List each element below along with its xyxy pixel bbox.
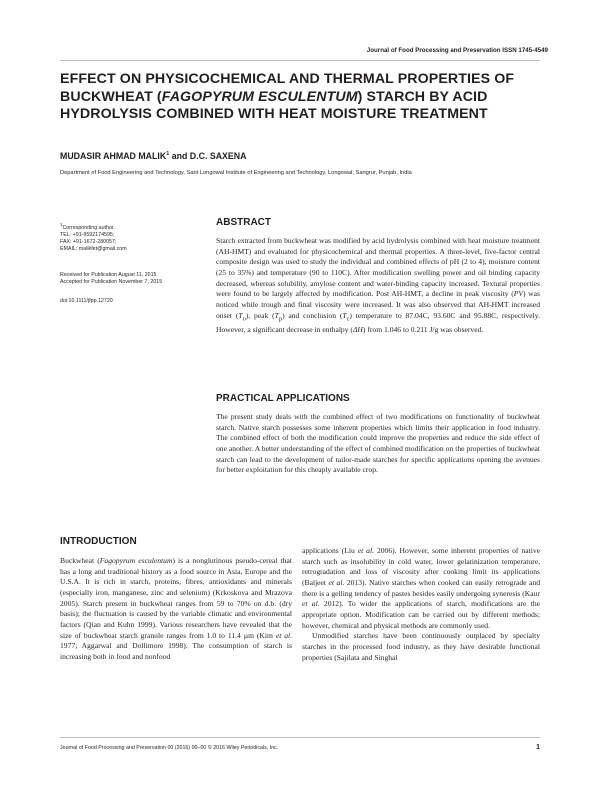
title-species: FAGOPYRUM ESCULENTUM bbox=[161, 88, 358, 105]
introduction-heading: INTRODUCTION bbox=[60, 536, 137, 547]
footer-divider bbox=[60, 737, 540, 738]
intro-column-2 bbox=[302, 546, 540, 663]
page-number: 1 bbox=[536, 744, 540, 751]
journal-header: Journal of Food Processing and Preservation ISSN 1745-4549 bbox=[366, 47, 548, 54]
author-list bbox=[60, 151, 247, 161]
corr-mark: 1 bbox=[60, 222, 63, 227]
contact-email: EMAIL: malikfet@gmail.com bbox=[60, 246, 127, 253]
author-corr-mark: 1 bbox=[166, 151, 170, 158]
abstract-heading: ABSTRACT bbox=[216, 217, 271, 228]
title-part-2: ) STARCH BY ACID HYDROLYSIS COMBINED WITH HEAT MOISTURE TREATMENT bbox=[60, 88, 488, 123]
intro-column-1 bbox=[60, 556, 292, 663]
intro-paragraph-2: Unmodified starches have been continuously outplaced by specialty starches in the processed food industry, as they have desirable functional properties (Sajilata and Singhal bbox=[302, 631, 540, 662]
article-title bbox=[60, 71, 530, 124]
practical-applications-heading: PRACTICAL APPLICATIONS bbox=[216, 393, 350, 404]
received-date: Received for Publication August 11, 2015 bbox=[60, 272, 157, 278]
publication-dates bbox=[60, 272, 162, 286]
author-first: MUDASIR AHMAD MALIK bbox=[60, 151, 167, 161]
corresponding-author-block bbox=[60, 221, 127, 254]
title-part-1: EFFECT ON PHYSICOCHEMICAL AND THERMAL PROPERTIES OF BUCKWHEAT ( bbox=[60, 71, 515, 105]
intro-paragraph-1: Buckwheat (Fagopyrum esculentum) is a nonglutinous pseudo-cereal that has a long and traditional history as a food source in Asia, Europe and the U.S.A. It is rich in starch, proteins, fibres, antioxidants and minerals (especially iron, manganese, zinc and selenium) (Krkoskova and Mrazova 2005). Starch present in buckwheat ranges from 59 to 70% on d.b. (dry basis); the fluctuation is caused by the variable climatic and environmental factors (Qian and Kuhn 1999). Various researchers have revealed that the size of buckwheat starch granule ranges from 1.0 to 11.4 µm (Kim et al. 1977; Aggarwal and Dollimore 1998). The consumption of starch is increasing both in food and nonfood bbox=[60, 556, 292, 661]
header-divider bbox=[60, 60, 540, 61]
author-rest: and D.C. SAXENA bbox=[169, 151, 247, 161]
contact-fax: FAX: +91-1672-280057; bbox=[60, 239, 117, 246]
intro-paragraph-1-cont: applications (Liu et al. 2006). However, some inherent properties of native starch such as insolubility in cold water, lower gelatinization temperature, retrogradation and loss of viscosity after cooking limit its applications (Baljeet et al. 2013). Native starches when cooked can easily retrograde and there is a gelling tendency of pastes besides easily undergoing syneresis (Kaur et al. 2012). To wider the applications of starch, modifications are the appropriate option. Modification can be carried out by different methods; however, chemical and physical methods are commonly used. bbox=[302, 546, 541, 630]
practical-applications-text: The present study deals with the combined effect of two modifications on functionality of buckwheat starch. Native starch possesses some inherent properties which limits their application in food industry. The combined effect of both the modification could improve the properties and reduce the side effect of one another. A better understanding of the effect of combined modification on the properties of buckwheat starch can lead to the development of tailor-made starches for specific applications opening the avenues for better exploitation for this cheaply available crop. bbox=[216, 412, 540, 475]
corr-label-line bbox=[60, 221, 127, 232]
doi: doi:10.1111/jfpp.12720 bbox=[60, 298, 113, 304]
footer-citation: Journal of Food Processing and Preservation 00 (2016) 00–00 © 2016 Wiley Periodicals, Inc. bbox=[60, 745, 279, 751]
corr-label: Corresponding author. bbox=[62, 224, 115, 231]
abstract-text: Starch extracted from buckwheat was modified by acid hydrolysis combined with heat moisture treatment (AH-HMT) and evaluated for physicochemical and thermal properties. A three-level, five-factor central composite design was used to study the individual and combined effects of pH (2 to 4), moisture content (25 to 35%) and temperature (90 to 110C). After modification swelling power and oil binding capacity decreased, whereas solubility, amylose content and water-binding capacity increased. Textural properties were found to be largely affected by modification. Post AH-HMT, a decline in peak viscosity (PV) was noticed while trough and final viscosity were increased. It was also observed that AH-HMT increased onset $(T_o)$, peak $(T_p)$ and conclusion $(T_c)$ temperature to 87.04C, 93.60C and 95.88C, respectively. However, a significant decrease in enthalpy (ΔH) from 1.046 to 0.211 J/g was observed. bbox=[216, 236, 540, 334]
accepted-date: Accepted for Publication November 7, 2015 bbox=[60, 279, 163, 286]
contact-tel: TEL: +91-9592174595; bbox=[60, 231, 115, 238]
author-affiliation: Department of Food Engineering and Technology, Sant Longowal Institute of Engineering and Technology, Longowal, Sangrur, Punjab, India bbox=[60, 170, 412, 176]
